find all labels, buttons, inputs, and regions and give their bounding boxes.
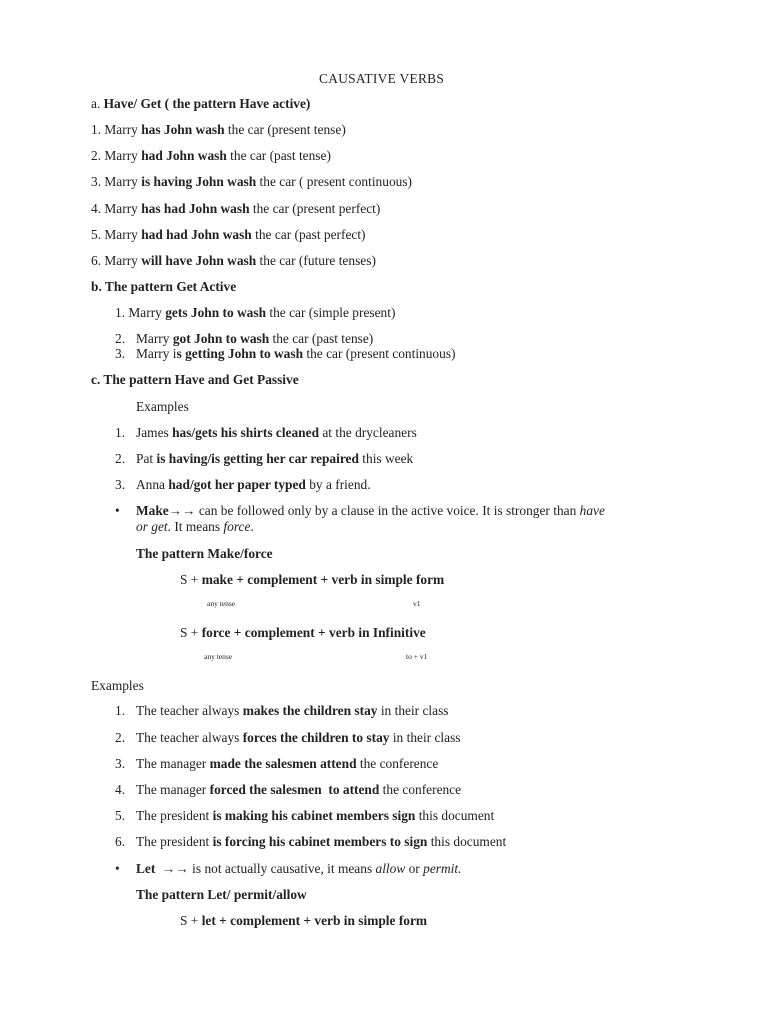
list-item [136, 425, 417, 441]
item-bold: forced the salesmen to attend [209, 782, 380, 797]
list-item [136, 730, 461, 746]
item-number: 1. [115, 703, 126, 718]
item-bold: is having John wash [141, 174, 257, 189]
item-bold: is forcing his cabinet members to sign [212, 834, 428, 849]
item-number: 1. [115, 305, 126, 320]
pattern-title: The pattern Make/force [136, 546, 273, 561]
formula-force [180, 625, 426, 641]
item-number: 3. [115, 756, 126, 771]
item-bold: made the salesmen attend [209, 756, 357, 771]
let-pattern-heading [136, 887, 307, 903]
make-paragraph-line1 [136, 503, 605, 519]
item-text: the car (present perfect) [249, 201, 381, 216]
let-paragraph [136, 861, 461, 877]
make-text: . It means [167, 519, 224, 534]
item-bold: has John wash [141, 122, 225, 137]
item-text: The manager [136, 782, 210, 797]
formula-note-tense: any tense [204, 652, 233, 661]
item-text: the car (simple present) [266, 305, 396, 320]
item-bold: is having/is getting her car repaired [156, 451, 359, 466]
list-item [136, 782, 461, 798]
item-text: Marry [136, 331, 173, 346]
list-item [115, 346, 125, 362]
item-text: the conference [356, 756, 439, 771]
item-text: James [136, 425, 173, 440]
item-text: Marry [101, 227, 142, 242]
formula-note-verb: to + v1 [406, 652, 428, 661]
list-item [91, 201, 380, 217]
formula-subject: S + [180, 625, 202, 640]
list-item [115, 331, 125, 347]
item-text: The manager [136, 756, 210, 771]
item-bold: has had John wash [141, 201, 250, 216]
item-text: the conference [379, 782, 462, 797]
item-text: the car (future tenses) [256, 253, 376, 268]
formula-let [180, 913, 427, 929]
item-text: the car ( present continuous) [256, 174, 412, 189]
formula-note-tense: any tense [207, 599, 236, 608]
item-text: Pat [136, 451, 157, 466]
item-bold: has/gets his shirts cleaned [172, 425, 320, 440]
formula-subject: S + [180, 572, 202, 587]
make-word: Make [136, 503, 169, 518]
bullet: • [115, 861, 120, 876]
item-text: in their class [389, 730, 461, 745]
page-title: CAUSATIVE VERBS [319, 71, 445, 86]
item-number: 3. [115, 477, 126, 492]
item-text: Marry [101, 148, 142, 163]
item-bold: had/got her paper typed [168, 477, 306, 492]
item-text: the car (past tense) [269, 331, 374, 346]
item-text: Marry [101, 253, 142, 268]
list-item-text [136, 346, 456, 362]
italic-force: force [223, 519, 251, 534]
item-number: 4. [115, 782, 126, 797]
make-pattern-heading [136, 546, 273, 562]
pattern-title: The pattern Let/ permit/allow [136, 887, 307, 902]
item-text: this week [358, 451, 414, 466]
item-text: The president [136, 834, 213, 849]
let-text: is not actually causative, it means [188, 861, 376, 876]
make-paragraph-line2 [136, 519, 254, 535]
item-number: 5. [91, 227, 102, 242]
italic-or-get: or get [136, 519, 168, 534]
item-text: by a friend. [305, 477, 371, 492]
formula-body: let + complement + verb in simple form [201, 913, 428, 928]
section-a-prefix: a. [91, 96, 104, 111]
item-bold: had John wash [141, 148, 227, 163]
item-number: 6. [115, 834, 126, 849]
arrow-icon: →→ [155, 861, 189, 876]
item-number: 2. [115, 730, 126, 745]
item-number: 1. [91, 122, 102, 137]
item-bold: gets John to wash [165, 305, 267, 320]
list-item [91, 148, 331, 164]
item-bold: got John to wash [172, 331, 270, 346]
arrow-icon: →→ [168, 503, 196, 518]
item-number: 3. [91, 174, 102, 189]
item-bold: s getting John to wash [176, 346, 304, 361]
bullet: • [115, 503, 120, 518]
section-c-heading [91, 372, 299, 388]
item-number: 6. [91, 253, 102, 268]
item-text: Marry [101, 174, 142, 189]
item-bold: had had John wash [141, 227, 252, 242]
item-text: Marry [101, 122, 142, 137]
make-text: can be followed only by a clause in the active voice. It is stronger than [195, 503, 580, 518]
item-bold: will have John wash [141, 253, 257, 268]
item-bold: forces the children to stay [242, 730, 390, 745]
item-number: 4. [91, 201, 102, 216]
item-number: 3. [115, 346, 126, 361]
formula-note-verb: v1 [413, 599, 421, 608]
list-item [136, 477, 371, 493]
list-item [136, 451, 413, 467]
item-bold: makes the children stay [242, 703, 378, 718]
item-text: The teacher always [136, 730, 243, 745]
item-text: this document [427, 834, 507, 849]
formula-body: make + complement + verb in simple form [201, 572, 445, 587]
item-text: Marry [125, 305, 166, 320]
item-number: 5. [115, 808, 126, 823]
formula-subject: S + [180, 913, 202, 928]
examples-label: Examples [91, 678, 144, 693]
item-number: 2. [91, 148, 102, 163]
italic-allow: allow [375, 861, 406, 876]
item-text: the car (past perfect) [251, 227, 366, 242]
section-a-heading [91, 96, 310, 112]
item-text: this document [415, 808, 495, 823]
item-text: Anna [136, 477, 169, 492]
list-item [115, 305, 395, 321]
list-item [91, 122, 346, 138]
list-item-text [136, 331, 373, 347]
item-text: at the drycleaners [319, 425, 417, 440]
item-bold: is making his cabinet members sign [212, 808, 416, 823]
list-item [136, 834, 506, 850]
item-text: the car (past tense) [226, 148, 331, 163]
list-item [91, 253, 376, 269]
section-a-title: Have/ Get ( the pattern Have active) [103, 96, 311, 111]
let-text: or [405, 861, 424, 876]
item-text: The president [136, 808, 213, 823]
formula-make [180, 572, 444, 588]
item-number: 1. [115, 425, 126, 440]
formula-body: force + complement + verb in Infinitive [201, 625, 426, 640]
item-text: Marry i [136, 346, 177, 361]
item-text: in their class [377, 703, 449, 718]
section-c-title: c. The pattern Have and Get Passive [91, 372, 299, 387]
list-item [136, 703, 449, 719]
section-b-heading [91, 279, 236, 295]
item-text: The teacher always [136, 703, 243, 718]
item-number: 2. [115, 331, 126, 346]
section-b-title: b. The pattern Get Active [91, 279, 237, 294]
list-item [91, 227, 366, 243]
item-number: 2. [115, 451, 126, 466]
italic-permit: permit. [423, 861, 462, 876]
item-text: the car (present continuous) [303, 346, 456, 361]
list-item [136, 756, 438, 772]
list-item [136, 808, 494, 824]
item-text: the car (present tense) [224, 122, 346, 137]
list-item [91, 174, 412, 190]
italic-have: have [579, 503, 605, 518]
make-text: . [250, 519, 254, 534]
item-text: Marry [101, 201, 142, 216]
let-word: Let [136, 861, 156, 876]
examples-label: Examples [136, 399, 189, 414]
